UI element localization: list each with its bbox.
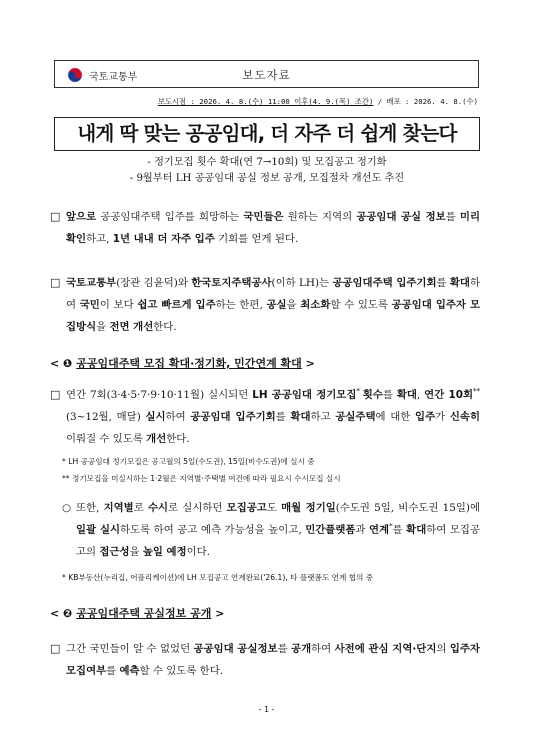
text-segment: 이뤄질 수 있도록 (66, 433, 147, 445)
bold-text-segment: 쉽고 빠르게 입주 (137, 299, 216, 311)
bold-text-segment: 최소화 (300, 299, 331, 311)
text-segment: 하고 (310, 411, 336, 423)
page-number: - 1 - (258, 705, 275, 714)
text-segment: 연간 7회(3·4·5·7·9·10·11월) 실시되던 (66, 389, 253, 401)
bold-text-segment: 한국토지주택공사 (191, 277, 272, 289)
distribution-date: / 배포 : 2026. 4. 8.(수) (373, 97, 478, 106)
footnote-2: ** 정기모집을 미실시하는 1·2월은 지역별·주택별 여건에 따라 필요시 수시모집 실시 (62, 474, 341, 483)
subtitle-1: - 정기모집 횟수 확대(연 7→10회) 및 모집공고 정기화 (147, 157, 387, 168)
bold-text-segment: 확대 (449, 277, 470, 289)
bold-text-segment: LH 공공임대 정기모집 (252, 389, 357, 401)
text-segment: 이다. (186, 546, 211, 558)
text-segment: 를 (436, 277, 450, 289)
text-segment: 도 (266, 502, 282, 514)
text-segment: 과 (355, 524, 369, 536)
text-segment: 한다. (166, 433, 190, 445)
bold-text-segment: 입주 (415, 411, 436, 423)
bold-text-segment: 국민들은 (243, 211, 284, 223)
paragraph-2 (50, 272, 480, 338)
press-release-header (54, 60, 479, 88)
footnote-marker: * (389, 522, 393, 531)
text-segment: 를 (382, 389, 397, 401)
bold-text-segment: 공실 (266, 299, 287, 311)
bold-text-segment: 민간플랫폼 (305, 524, 356, 536)
embargo-line (158, 97, 478, 107)
sub-paragraph-1 (62, 497, 480, 563)
paragraph-3-text (50, 384, 480, 450)
text-segment: (이하 LH)는 (271, 277, 333, 289)
footnote-marker: * (356, 387, 363, 396)
section-heading-1 (50, 355, 315, 371)
text-segment: (3~12월, 매달) (66, 411, 146, 423)
bold-text-segment: 접근성 (99, 546, 130, 558)
subtitle-2: - 9월부터 LH 공공임대 공실 정보 공개, 모집절차 개선도 추진 (129, 173, 405, 184)
bold-text-segment: 확대 (290, 411, 311, 423)
subtitles (54, 155, 480, 187)
bold-text-segment: 공개 (291, 643, 312, 655)
section-1-suffix: > (301, 357, 315, 370)
text-segment: 할 수 있도록 (330, 299, 392, 311)
text-segment: 하여 (66, 277, 480, 311)
text-segment: 기회를 얻게 된다. (214, 233, 299, 245)
bold-text-segment: 앞으로 (66, 211, 97, 223)
bold-text-segment: 사전에 관심 지역·단지 (334, 643, 437, 655)
text-segment: (수도권 5일, 비수도권 15일)에 (335, 502, 481, 514)
text-segment: 하고, (86, 233, 113, 245)
text-segment: 할 수 있도록 한다. (139, 665, 224, 677)
bold-text-segment: 개선 (146, 433, 167, 445)
bold-text-segment: 매월 정기일 (281, 502, 336, 514)
footnote-marker: ** (473, 387, 480, 396)
bold-text-segment: 지역별 (103, 502, 134, 514)
section-2-prefix: < ❷ (50, 607, 77, 620)
text-segment: 을 (286, 299, 301, 311)
text-segment: , (416, 389, 425, 401)
paragraph-4-text (50, 638, 480, 682)
embargo-time: 보도시점 : 2026. 4. 8.(수) 11:00 이후(4. 9.(목) 조간) (157, 97, 374, 106)
bold-text-segment: 미리 확인 (66, 211, 480, 245)
bold-text-segment: 연간 10회 (424, 389, 473, 401)
circle-bullet: ○ (62, 502, 72, 514)
bold-text-segment: 국토교통부 (66, 277, 117, 289)
bold-text-segment: 전면 개선 (109, 321, 154, 333)
text-segment: 를 (445, 211, 460, 223)
checkbox-bullet: □ (50, 210, 61, 223)
section-heading-2 (50, 605, 224, 621)
text-segment: 이 보다 (99, 299, 138, 311)
text-segment: 하여 모집공고의 (76, 524, 480, 558)
text-segment: 로 (133, 502, 148, 514)
section-2-title: 공공임대주택 공실정보 공개 (76, 607, 212, 620)
paragraph-1-text (50, 206, 480, 250)
text-segment: 하여 (165, 411, 191, 423)
paragraph-4 (50, 638, 480, 682)
paragraph-1 (50, 206, 480, 250)
text-segment: 를 (277, 643, 292, 655)
headline: 내게 딱 맞는 공공임대, 더 자주 더 쉽게 찾는다 (54, 117, 480, 151)
bold-text-segment: 모집공고 (226, 502, 267, 514)
bold-text-segment: 입주자 모집여부 (66, 643, 480, 677)
text-segment: 를 (392, 524, 407, 536)
ministry-name: 국토교통부 (89, 72, 138, 83)
bold-text-segment: 공공임대 공실 정보 (356, 211, 446, 223)
bold-text-segment: 예측 (119, 665, 140, 677)
bold-text-segment: 공공임대 입주기회 (190, 411, 276, 423)
section-1-prefix: < ❶ (50, 357, 77, 370)
text-segment: 에 대한 (375, 411, 416, 423)
text-segment: 한다. (153, 321, 177, 333)
text-segment: 하여 (311, 643, 335, 655)
text-segment: 원하는 지역의 (283, 211, 357, 223)
section-1-title: 공공임대주택 모집 확대·정기화, 민간연계 확대 (76, 357, 302, 370)
footnote-1: * LH 공공임대 정기모집은 공고월의 5일(수도권), 15일(비수도권)에 실시 중 (62, 457, 315, 466)
section-2-suffix: > (211, 607, 225, 620)
bold-text-segment: 공공임대 공실정보 (193, 643, 278, 655)
bold-text-segment: 연계 (369, 524, 390, 536)
text-segment: (장관 김윤덕)와 (116, 277, 192, 289)
bold-text-segment: 횟수 (362, 389, 383, 401)
bold-text-segment: 일괄 실시 (76, 524, 121, 536)
footnote-3: * KB부동산(누리집, 어플리케이션)에 LH 모집공고 연계완료('26.1), 타 플랫폼도 연계 협의 중 (62, 573, 374, 582)
bold-text-segment: 확대 (396, 389, 417, 401)
checkbox-bullet: □ (50, 276, 61, 289)
document-type: 보도자료 (242, 68, 291, 82)
bold-text-segment: 실시 (145, 411, 166, 423)
text-segment: 의 (436, 643, 450, 655)
bold-text-segment: 공실주택 (335, 411, 376, 423)
bold-text-segment: 1년 내내 더 자주 입주 (112, 233, 215, 245)
paragraph-2-text (50, 272, 480, 338)
checkbox-bullet: □ (50, 642, 61, 655)
bold-text-segment: 국민 (79, 299, 100, 311)
text-segment: 를 (106, 665, 120, 677)
bold-text-segment: 높일 예정 (142, 546, 187, 558)
text-segment: 을 (96, 321, 110, 333)
text-segment: 하도록 하여 공고 예측 가능성을 높이고, (120, 524, 306, 536)
bold-text-segment: 수시 (147, 502, 169, 514)
bold-text-segment: 공공임대주택 입주기회 (332, 277, 437, 289)
bold-text-segment: 신속히 (449, 411, 481, 423)
text-segment: 하는 한편, (215, 299, 267, 311)
checkbox-bullet: □ (50, 388, 61, 401)
bold-text-segment: 확대 (406, 524, 427, 536)
sub-paragraph-1-text (62, 497, 480, 563)
text-segment: 로 실시하던 (168, 502, 227, 514)
text-segment: 또한, (76, 502, 104, 514)
bold-text-segment: 공공임대 입주자 모집방식 (66, 299, 480, 333)
text-segment: 가 (435, 411, 450, 423)
text-segment: 를 (275, 411, 291, 423)
text-segment: 그간 국민들이 알 수 없었던 (66, 643, 194, 655)
text-segment: 공공임대주택 입주를 희망하는 (96, 211, 244, 223)
text-segment: 을 (129, 546, 143, 558)
paragraph-3 (50, 384, 480, 450)
